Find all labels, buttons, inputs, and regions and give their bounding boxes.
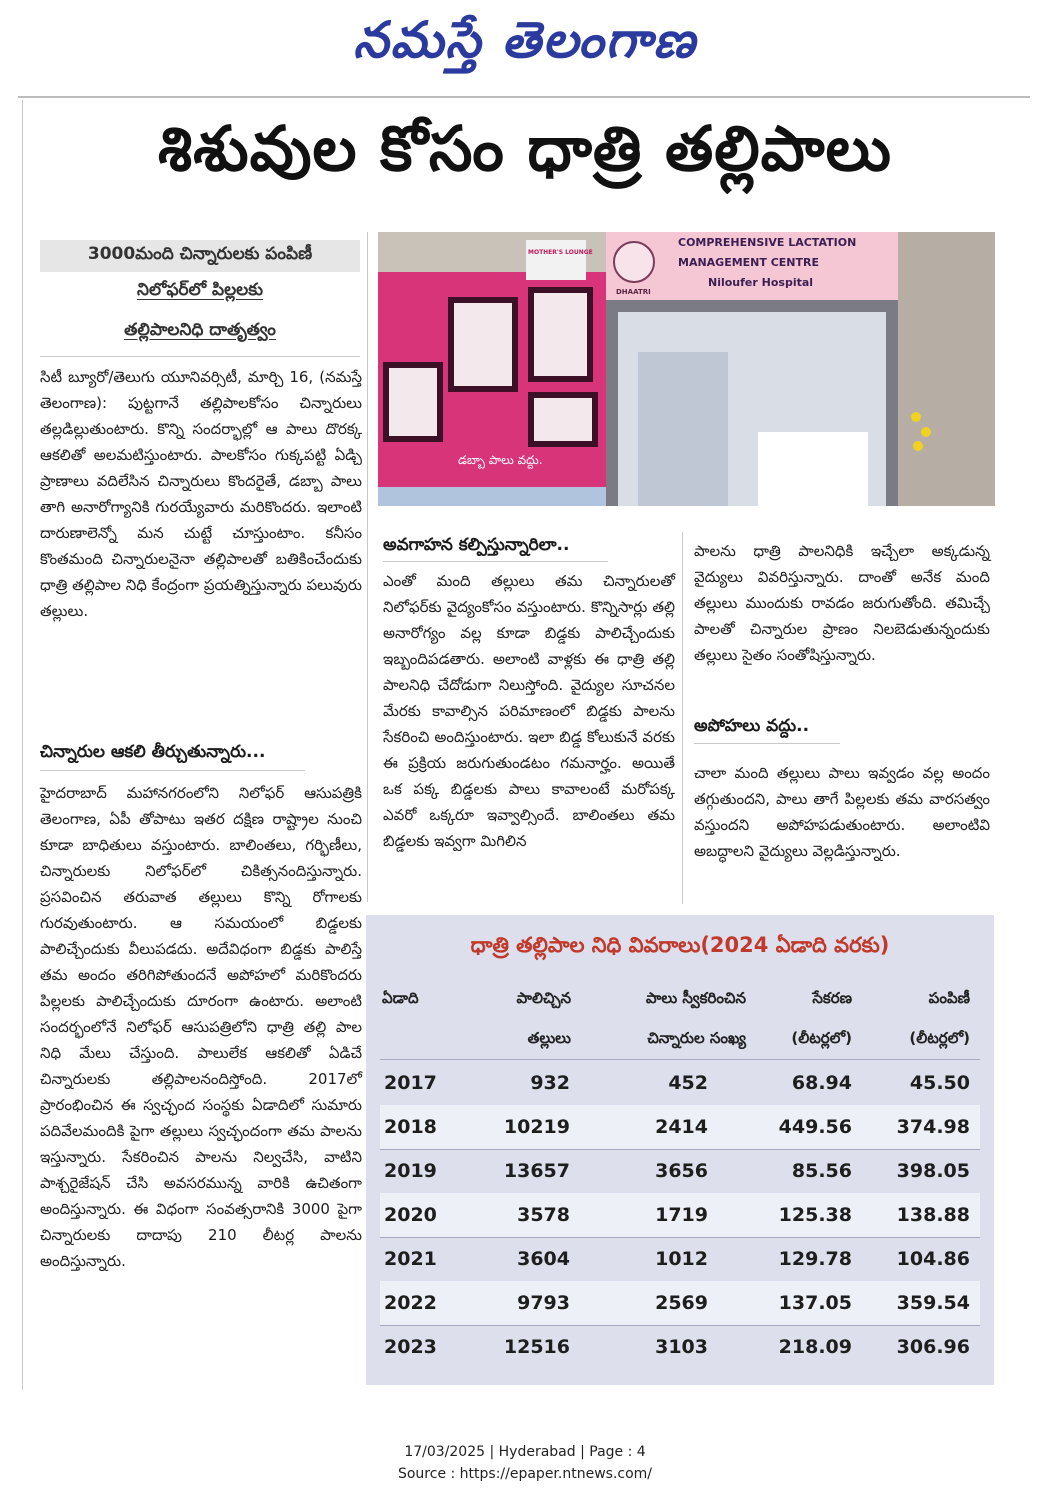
headline: శిశువుల కోసం ధాత్రి తల్లిపాలు	[157, 112, 893, 185]
subhead-1: 3000మంది చిన్నారులకు పంపిణీ	[40, 240, 360, 272]
header-separator	[380, 1059, 980, 1060]
table-row	[380, 1237, 980, 1281]
cell-children: 452	[668, 1072, 708, 1094]
column-divider	[367, 232, 368, 902]
cell-collected: 125.38	[778, 1204, 852, 1226]
subhead-2: నిలోఫర్‌లో పిల్లలకు	[137, 280, 263, 300]
section-head-underline	[694, 743, 840, 744]
lounge-label: MOTHER'S LOUNGE	[528, 249, 593, 256]
logo-text: DHAATRI	[616, 288, 651, 296]
cell-distributed: 359.54	[896, 1292, 970, 1314]
cell-year: 2020	[384, 1204, 437, 1226]
table-row	[380, 1149, 980, 1193]
cell-collected: 68.94	[791, 1072, 852, 1094]
cell-year: 2019	[384, 1160, 437, 1182]
header-year: ఏడాది	[382, 989, 419, 1007]
article-paragraph-5: చాలా మంది తల్లులు పాలు ఇవ్వడం వల్ల అందం తగ్గుతుందని, పాలు తాగే పిల్లలకు తమ వారసత్వం వస్తుందని అపోహపడుతుంటారు. అలాంటివి అబద్ధాలని వైద్యులు వెల్లడిస్తున్నారు.	[694, 764, 990, 860]
sign-line-1: COMPREHENSIVE LACTATION	[678, 236, 857, 249]
subhead-3: తల్లిపాలనిధి దాతృత్వం	[124, 320, 276, 340]
cell-year: 2023	[384, 1336, 437, 1358]
cell-collected: 218.09	[778, 1336, 852, 1358]
column-divider	[682, 532, 683, 904]
decor-icon	[921, 427, 931, 437]
photo-illustration	[378, 232, 995, 506]
cell-year: 2018	[384, 1116, 437, 1138]
wall-text: డబ్బా పాలు వద్దు.	[458, 453, 543, 467]
decor-icon	[911, 412, 921, 422]
header-distributed-1: పంపిణీ	[928, 989, 970, 1007]
cell-mothers: 12516	[503, 1336, 570, 1358]
cell-year: 2022	[384, 1292, 437, 1314]
cell-children: 3103	[655, 1336, 708, 1358]
cell-mothers: 10219	[503, 1116, 570, 1138]
cell-distributed: 45.50	[909, 1072, 970, 1094]
cell-distributed: 138.88	[896, 1204, 970, 1226]
header-mothers-2: తల్లులు	[527, 1029, 571, 1047]
cell-children: 2569	[655, 1292, 708, 1314]
header-children-1: పాలు స్వీకరించిన	[645, 989, 746, 1007]
sign-line-3: Niloufer Hospital	[708, 276, 814, 289]
cell-mothers: 932	[530, 1072, 570, 1094]
cell-children: 1012	[655, 1248, 708, 1270]
sign-line-2: MANAGEMENT CENTRE	[678, 256, 820, 269]
cell-year: 2021	[384, 1248, 437, 1270]
article-paragraph-1: సిటీ బ్యూరో/తెలుగు యూనివర్సిటీ, మార్చి 16, (నమస్తే తెలంగాణ): పుట్టగానే తల్లిపాలకోసం చిన్నారులు తల్లడిల్లుతుంటారు. కొన్ని సందర్భాల్లో ఆ పాలు దొరక్క ఆకలితో అలమటిస్తుంటారు. పాలకోసం గుక్కపట్టి ఏడ్చి ప్రాణాలు వదిలేసిన చిన్నారులు కొందరైతే, డబ్బా పాలు తాగి అనారోగ్యానికి గురయ్యేవారు మరికొందరు. ఇలాంటి దారుణాలెన్నో మన చుట్టే చూస్తుంటాం. కనీసం కొంతమంది చిన్నారులనైనా తల్లిపాలతో బతికించేందుకు ధాత్రి తల్లిపాల నిధి కేంద్రంగా ప్రయత్నిస్తున్నారు పలువురు తల్లులు.	[40, 368, 362, 620]
table-title: ధాత్రి తల్లిపాల నిధి వివరాలు(2024 ఏడాది వరకు)	[470, 933, 890, 957]
cell-collected: 449.56	[778, 1116, 852, 1138]
table-row	[380, 1105, 980, 1149]
section-head-hunger: చిన్నారుల ఆకలి తీర్చుతున్నారు...	[40, 742, 266, 762]
cell-mothers: 3604	[517, 1248, 570, 1270]
article-paragraph-4: పాలను ధాత్రి పాలనిధికి ఇచ్చేలా అక్కడున్న వైద్యులు వివరిస్తున్నారు. దాంతో అనేక మంది తల్లులు ముందుకు రావడం జరుగుతోంది. తమిచ్చే పాలతో చిన్నారుల ప్రాణం నిలబెడుతున్నందుకు తల్లులు సైతం సంతోషిస్తున్నారు.	[694, 542, 990, 664]
table-row	[380, 1281, 980, 1325]
decor-icon	[913, 441, 923, 451]
table-row	[380, 1325, 980, 1369]
cell-distributed: 306.96	[896, 1336, 970, 1358]
milk-bank-data-table	[366, 915, 994, 1385]
cell-mothers: 13657	[503, 1160, 570, 1182]
cell-mothers: 3578	[517, 1204, 570, 1226]
cell-collected: 85.56	[791, 1160, 852, 1182]
cell-collected: 137.05	[778, 1292, 852, 1314]
section-head-underline	[383, 561, 608, 562]
lactation-centre-photo	[378, 232, 995, 506]
section-head-awareness: అవగాహన కల్పిస్తున్నారిలా..	[383, 535, 570, 555]
header-distributed-2: (లీటర్లలో)	[909, 1029, 970, 1047]
cell-children: 1719	[655, 1204, 708, 1226]
table-row	[380, 1061, 980, 1105]
subhead-divider	[40, 356, 360, 357]
table-row	[380, 1193, 980, 1237]
cell-distributed: 398.05	[896, 1160, 970, 1182]
dhaatri-logo-icon	[614, 242, 654, 282]
column-divider	[22, 100, 23, 1390]
section-head-underline	[40, 770, 305, 771]
footer-source: Source : https://epaper.ntnews.com/	[397, 1466, 653, 1482]
footer-dateline: 17/03/2025 | Hyderabad | Page : 4	[404, 1444, 646, 1460]
cell-children: 2414	[655, 1116, 708, 1138]
header-children-2: చిన్నారుల సంఖ్య	[647, 1029, 746, 1047]
article-paragraph-3: ఎంతో మంది తల్లులు తమ చిన్నారులతో నిలోఫర్‌కు వైద్యంకోసం వస్తుంటారు. కొన్నిసార్లు తల్లి అనారోగ్యం వల్ల కూడా బిడ్డకు పాలిచ్చేందుకు ఇబ్బందిపడతారు. అలాంటి వాళ్లకు ఈ ధాత్రి తల్లి పాలనిధి చేదోడుగా నిలుస్తోంది. వైద్యుల సూచనల మేరకు కావాల్సిన పరిమాణంలో బిడ్డకు పాలను సేకరించి అందిస్తుంటారు. ఇలా బిడ్డ కోలుకునే వరకు ఈ ప్రక్రియ జరుగుతుండటం గమనార్హం. అయితే ఒక పక్క బిడ్డలకు పాలు కావాలంటే మరోపక్క ఎవరో ఒక్కరూ ఇవ్వాల్సిందే. బాలింతలు తమ బిడ్డలకు ఇవ్వగా మిగిలిన	[383, 572, 675, 850]
cell-year: 2017	[384, 1072, 437, 1094]
header-collected-2: (లీటర్లలో)	[791, 1029, 852, 1047]
header-mothers-1: పాలిచ్చిన	[516, 989, 571, 1007]
masthead-divider	[18, 96, 1030, 98]
masthead-logo: నమస్తే తెలంగాణ	[353, 10, 697, 69]
header-collected-1: సేకరణ	[812, 989, 852, 1007]
cell-distributed: 104.86	[896, 1248, 970, 1270]
cell-distributed: 374.98	[896, 1116, 970, 1138]
section-head-myths: అపోహలు వద్దు..	[694, 716, 810, 736]
cell-mothers: 9793	[517, 1292, 570, 1314]
article-paragraph-2: హైదరాబాద్ మహానగరంలోని నిలోఫర్ ఆసుపత్రికి తెలంగాణ, ఏపీ తోపాటు ఇతర దక్షిణ రాష్ట్రాల నుంచి కూడా బాధితులు వస్తుంటారు. బాలింతలు, గర్భిణీలు, చిన్నారులకు నిలోఫర్‌లో చికిత్సనందిస్తున్నారు. ప్రసవించిన తరువాత తల్లులు కొన్ని రోగాలకు గురవుతుంటారు. ఆ సమయంలో బిడ్డలకు పాలిచ్చేందుకు వీలుపడదు. అదేవిధంగా బిడ్డకు పాలిస్తే తమ అందం తరిగిపోతుందనే అపోహలో మరికొందరు పిల్లలకు పాలిచ్చేందుకు దూరంగా ఉంటారు. అలాంటి సందర్భంలోనే నిలోఫర్ ఆసుపత్రిలోని ధాత్రి తల్లి పాల నిధి మేలు చేస్తుంది. పాలులేక ఆకలితో ఏడిచే చిన్నారులకు తల్లిపాలనందిస్తోంది. 2017లో ప్రారంభించిన ఈ స్వచ్ఛంద సంస్థకు ఏడాదిలో సుమారు పదివేలమందికి పైగా తల్లులు స్వచ్ఛందంగా తమ పాలను ఇస్తున్నారు. సేకరించిన పాలను నిల్వచేసి, వాటిని పాశ్చరైజేషన్ చేసి అవసరమున్న వారికి ఉచితంగా అందిస్తున్నారు. ఈ విధంగా సంవత్సరానికి 3000 పైగా చిన్నారులకు దాదాపు 210 లీటర్ల పాలను అందిస్తున్నారు.	[40, 784, 362, 1270]
cell-collected: 129.78	[778, 1248, 852, 1270]
cell-children: 3656	[655, 1160, 708, 1182]
